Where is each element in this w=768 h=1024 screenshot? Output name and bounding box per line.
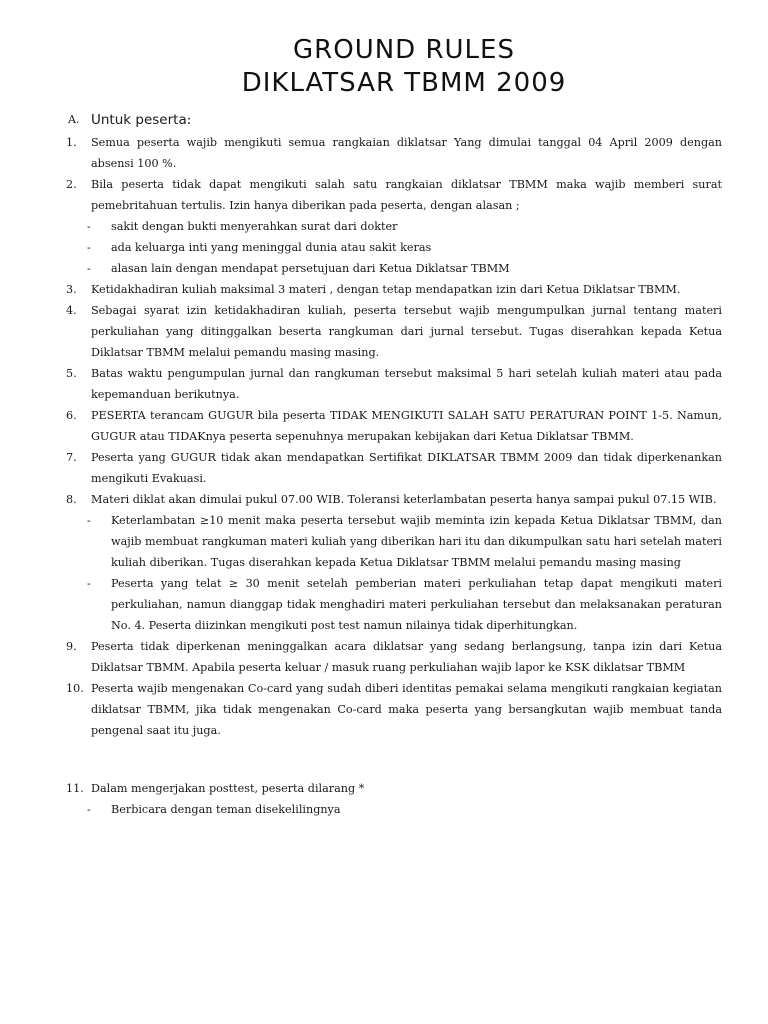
rule-item-8 xyxy=(66,489,722,510)
section-label: Untuk peserta xyxy=(91,112,187,128)
rule-2-sublist xyxy=(66,216,722,279)
sub-item xyxy=(66,799,722,820)
title-line-1: GROUND RULES xyxy=(293,35,515,65)
title-line-2: DIKLATSAR TBMM 2009 xyxy=(241,68,567,98)
rule-number: 9. xyxy=(66,640,77,653)
rule-number: 11. xyxy=(66,782,84,795)
sub-item xyxy=(66,258,722,279)
rule-text: Sebagai syarat izin ketidakhadiran kuliah, peserta tersebut wajib mengumpulkan jurnal tentang materi perkuliahan yang ditinggalkan beserta rangkuman dari jurnal tersebut. Tugas diserahkan kepada Ketua Diklatsar TBMM melalui pemandu masing masing. xyxy=(91,304,722,359)
rule-item-7 xyxy=(66,447,722,489)
rule-item-9 xyxy=(66,636,722,678)
dash-bullet: - xyxy=(87,803,91,816)
dash-bullet: - xyxy=(87,514,91,527)
rule-text: Dalam mengerjakan posttest, peserta dilarang * xyxy=(91,782,365,795)
section-heading xyxy=(66,112,722,128)
rule-number: 3. xyxy=(66,283,77,296)
rule-text: Peserta yang GUGUR tidak akan mendapatkan Sertifikat DIKLATSAR TBMM 2009 dan tidak diperkenankan mengikuti Evakuasi. xyxy=(91,451,722,485)
sub-item xyxy=(66,573,722,636)
dash-bullet: - xyxy=(87,220,91,233)
sub-item-text: Peserta yang telat ≥ 30 menit setelah pemberian materi perkuliahan tetap dapat mengikuti materi perkuliahan, namun dianggap tidak menghadiri materi perkuliahan tersebut dan melaksanakan peraturan No. 4. Peserta diizinkan mengikuti post test namun nilainya tidak diperhitungkan. xyxy=(111,577,722,632)
rule-text: Ketidakhadiran kuliah maksimal 3 materi , dengan tetap mendapatkan izin dari Ketua Diklatsar TBMM. xyxy=(91,283,681,296)
rule-number: 7. xyxy=(66,451,77,464)
document-title xyxy=(66,34,722,100)
dash-bullet: - xyxy=(87,241,91,254)
rule-item-4 xyxy=(66,300,722,363)
section-number: A. xyxy=(68,113,80,126)
rule-text: Batas waktu pengumpulan jurnal dan rangkuman tersebut maksimal 5 hari setelah kuliah materi atau pada kepemanduan berikutnya. xyxy=(91,367,722,401)
rule-number: 1. xyxy=(66,136,77,149)
rule-text: Bila peserta tidak dapat mengikuti salah satu rangkaian diklatsar TBMM maka wajib memberi surat pemebritahuan tertulis. Izin hanya diberikan pada peserta, dengan alasan ; xyxy=(91,178,722,212)
rule-number: 4. xyxy=(66,304,77,317)
sub-item xyxy=(66,237,722,258)
dash-bullet: - xyxy=(87,577,91,590)
rule-item-3 xyxy=(66,279,722,300)
sub-item-text: ada keluarga inti yang meninggal dunia atau sakit keras xyxy=(111,241,432,254)
dash-bullet: - xyxy=(87,262,91,275)
sub-item xyxy=(66,510,722,573)
rule-item-1 xyxy=(66,132,722,174)
sub-item-text: Berbicara dengan teman disekelilingnya xyxy=(111,803,341,816)
rule-8-sublist xyxy=(66,510,722,636)
rules-list xyxy=(66,132,722,820)
rule-number: 5. xyxy=(66,367,77,380)
rule-number: 10. xyxy=(66,682,84,695)
rule-text: Peserta tidak diperkenan meninggalkan acara diklatsar yang sedang berlangsung, tanpa izin dari Ketua Diklatsar TBMM. Apabila peserta keluar / masuk ruang perkuliahan wajib lapor ke KSK diklatsar TBMM xyxy=(91,640,722,674)
rule-item-2 xyxy=(66,174,722,216)
sub-item-text: sakit dengan bukti menyerahkan surat dari dokter xyxy=(111,220,398,233)
sub-item xyxy=(66,216,722,237)
blank-space xyxy=(66,741,722,778)
rule-item-6 xyxy=(66,405,722,447)
rule-text: Semua peserta wajib mengikuti semua rangkaian diklatsar Yang dimulai tanggal 04 April 2009 dengan absensi 100 %. xyxy=(91,136,722,170)
rule-11-sublist xyxy=(66,799,722,820)
rule-text: PESERTA terancam GUGUR bila peserta TIDAK MENGIKUTI SALAH SATU PERATURAN POINT 1-5. Namun, GUGUR atau TIDAKnya peserta sepenuhnya merupakan kebijakan dari Ketua Diklatsar TBMM. xyxy=(91,409,722,443)
section-colon: : xyxy=(186,112,192,128)
rule-text: Peserta wajib mengenakan Co-card yang sudah diberi identitas pemakai selama mengikuti rangkaian kegiatan diklatsar TBMM, jika tidak mengenakan Co-card maka peserta yang bersangkutan wajib membuat tanda pengenal saat itu juga. xyxy=(91,682,722,737)
rule-number: 2. xyxy=(66,178,77,191)
sub-item-text: Keterlambatan ≥10 menit maka peserta tersebut wajib meminta izin kepada Ketua Diklatsar TBMM, dan wajib membuat rangkuman materi kuliah yang diberikan hari itu dan dikumpulkan satu hari setelah materi kuliah diberikan. Tugas diserahkan kepada Ketua Diklatsar TBMM melalui pemandu masing masing xyxy=(111,514,722,569)
rule-text: Materi diklat akan dimulai pukul 07.00 WIB. Toleransi keterlambatan peserta hanya sampai pukul 07.15 WIB. xyxy=(91,493,717,506)
rule-item-10 xyxy=(66,678,722,741)
sub-item-text: alasan lain dengan mendapat persetujuan dari Ketua Diklatsar TBMM xyxy=(111,262,510,275)
rule-item-5 xyxy=(66,363,722,405)
rule-number: 6. xyxy=(66,409,77,422)
rule-number: 8. xyxy=(66,493,77,506)
rule-item-11 xyxy=(66,778,722,799)
